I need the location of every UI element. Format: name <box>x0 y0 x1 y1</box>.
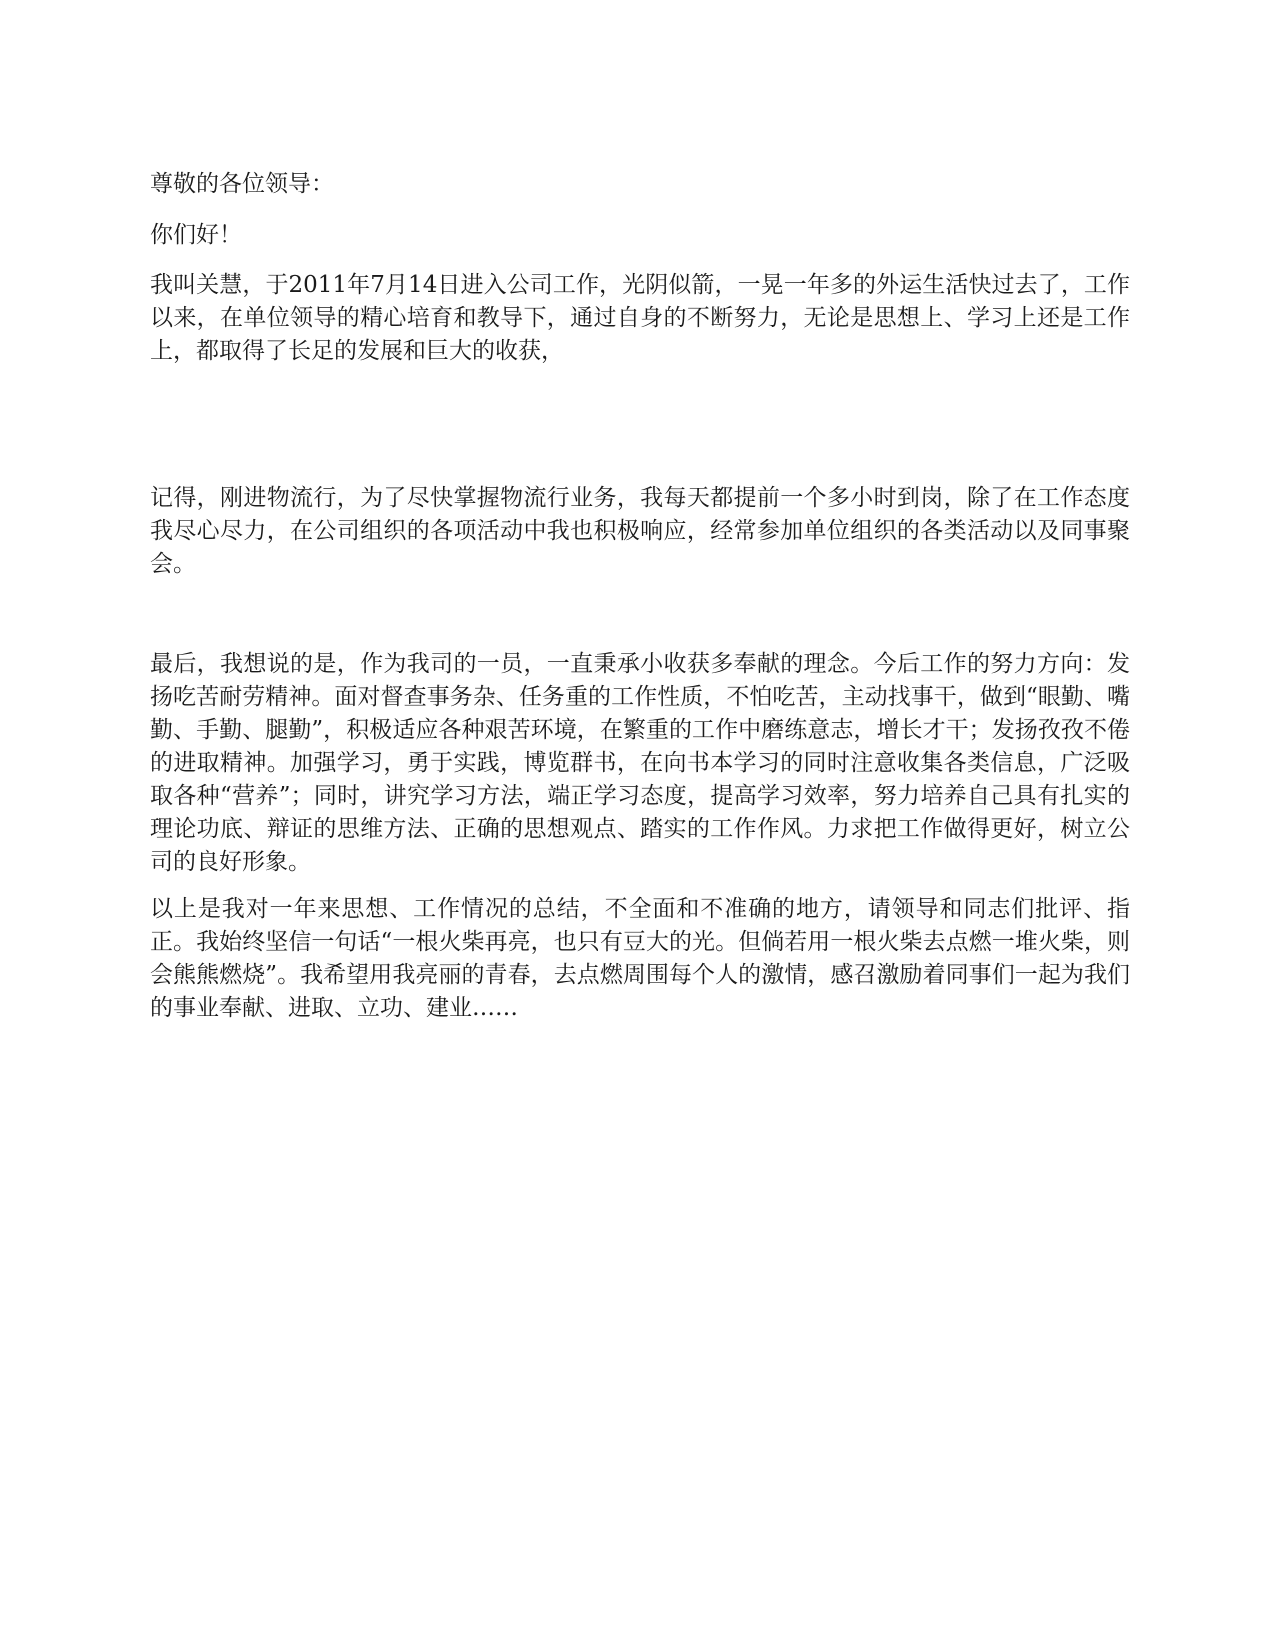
paragraph-future-direction: 最后，我想说的是，作为我司的一员，一直秉承小收获多奉献的理念。今后工作的努力方向：发扬吃苦耐劳精神。面对督查事务杂、任务重的工作性质，不怕吃苦，主动找事干，做到“眼勤、嘴勤、手勤、腿勤”，积极适应各种艰苦环境，在繁重的工作中磨练意志，增长才干；发扬孜孜不倦的进取精神。加强学习，勇于实践，博览群书，在向书本学习的同时注意收集各类信息，广泛吸取各种“营养”；同时，讲究学习方法，端正学习态度，提高学习效率，努力培养自己具有扎实的理论功底、辩证的思维方法、正确的思想观点、踏实的工作作风。力求把工作做得更好，树立公司的良好形象。 <box>150 651 1130 875</box>
salutation: 尊敬的各位领导： <box>150 171 334 197</box>
paragraph-introduction: 我叫关慧，于2011年7月14日进入公司工作，光阴似箭，一晃一年多的外运生活快过去了，工作以来，在单位领导的精心培育和教导下，通过自身的不断努力，无论是思想上、学习上还是工作上，都取得了长足的发展和巨大的收获， <box>150 272 1130 364</box>
paragraph-early-work: 记得，刚进物流行，为了尽快掌握物流行业务，我每天都提前一个多小时到岗，除了在工作态度我尽心尽力，在公司组织的各项活动中我也积极响应，经常参加单位组织的各类活动以及同事聚会。 <box>150 485 1130 577</box>
greeting: 你们好！ <box>150 222 242 248</box>
paragraph-conclusion: 以上是我对一年来思想、工作情况的总结，不全面和不准确的地方，请领导和同志们批评、指正。我始终坚信一句话“一根火柴再亮，也只有豆大的光。但倘若用一根火柴去点燃一堆火柴，则会熊熊燃烧”。我希望用我亮丽的青春，去点燃周围每个人的激情，感召激励着同事们一起为我们的事业奉献、进取、立功、建业…… <box>150 896 1130 1021</box>
